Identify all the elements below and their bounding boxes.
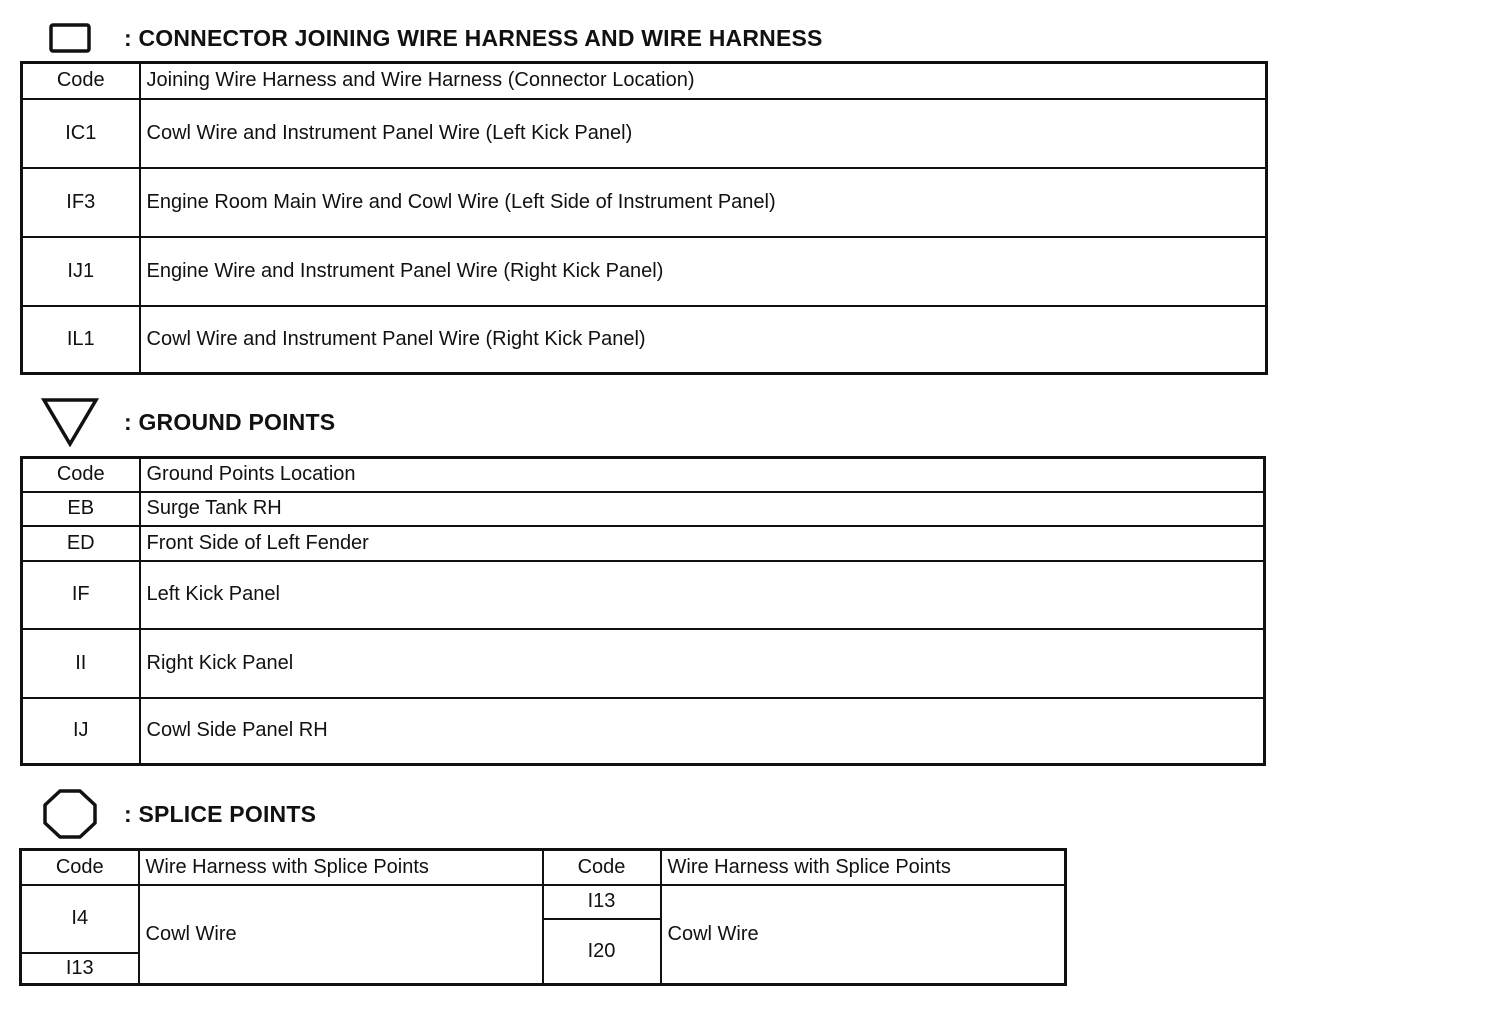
ground-header-row [22,458,1265,492]
splice-table [19,848,1067,986]
connector-section-header [0,16,823,60]
connector-description-header: Joining Wire Harness and Wire Harness (Connector Location) [140,63,1267,99]
connector-description: Cowl Wire and Instrument Panel Wire (Left Kick Panel) [140,99,1267,168]
ground-description: Surge Tank RH [140,492,1265,526]
connector-table [20,61,1268,375]
splice-code-header-left: Code [21,850,139,885]
ground-code: EB [22,492,140,526]
connector-code: IC1 [22,99,140,168]
ground-section-title: : GROUND POINTS [124,408,336,435]
splice-code-right: I13 [543,885,661,919]
table-row [22,698,1265,765]
connector-description: Engine Room Main Wire and Cowl Wire (Left Side of Instrument Panel) [140,168,1267,237]
connector-header-row [22,63,1267,99]
splice-description-header-right: Wire Harness with Splice Points [661,850,1066,885]
triangle-down-icon [40,400,100,444]
table-row [22,306,1267,374]
connector-code-header: Code [22,63,140,99]
table-row [22,237,1267,306]
table-row [21,885,1066,919]
ground-code: ED [22,526,140,561]
connector-section-title: : CONNECTOR JOINING WIRE HARNESS AND WIRE HARNESS [124,24,823,51]
ground-code: II [22,629,140,698]
splice-code-header-right: Code [543,850,661,885]
splice-description-right: Cowl Wire [661,885,1066,985]
splice-description-left: Cowl Wire [139,885,543,985]
square-icon [40,16,100,60]
splice-section-title: : SPLICE POINTS [124,800,317,827]
octagon-icon [40,792,100,836]
ground-description: Right Kick Panel [140,629,1265,698]
ground-code: IJ [22,698,140,765]
ground-description: Cowl Side Panel RH [140,698,1265,765]
ground-section-header [0,400,335,444]
table-row [22,168,1267,237]
splice-header-row [21,850,1066,885]
splice-section-header [0,792,316,836]
splice-code-left: I13 [21,953,139,985]
ground-code-header: Code [22,458,140,492]
connector-code: IF3 [22,168,140,237]
connector-code: IJ1 [22,237,140,306]
table-row [22,526,1265,561]
table-row [22,629,1265,698]
table-row [22,492,1265,526]
ground-description-header: Ground Points Location [140,458,1265,492]
connector-description: Engine Wire and Instrument Panel Wire (Right Kick Panel) [140,237,1267,306]
connector-description: Cowl Wire and Instrument Panel Wire (Right Kick Panel) [140,306,1267,374]
table-row [22,561,1265,629]
ground-description: Front Side of Left Fender [140,526,1265,561]
splice-code-left: I4 [21,885,139,953]
splice-description-header-left: Wire Harness with Splice Points [139,850,543,885]
ground-description: Left Kick Panel [140,561,1265,629]
ground-code: IF [22,561,140,629]
ground-table [20,456,1266,766]
splice-code-right: I20 [543,919,661,985]
table-row [22,99,1267,168]
connector-code: IL1 [22,306,140,374]
